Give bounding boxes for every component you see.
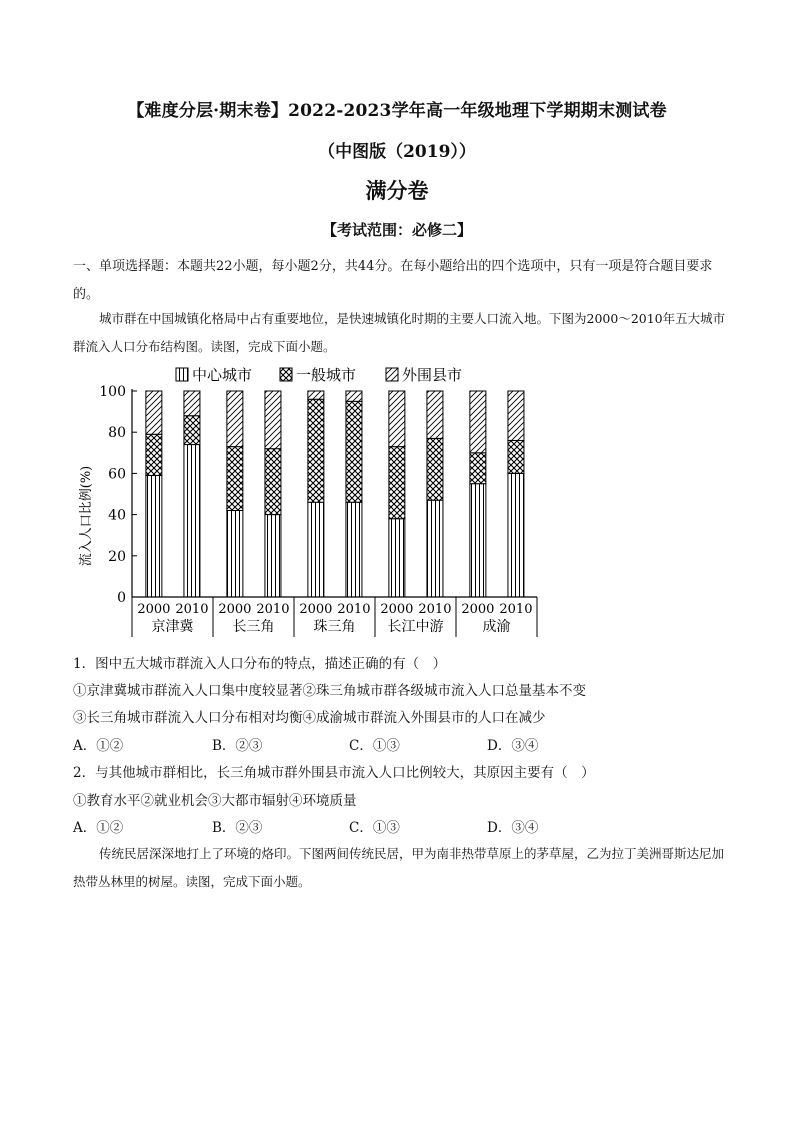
bar-珠三角-2010-一般城市 <box>346 401 362 502</box>
bar-长三角-2000-外围县市 <box>227 391 243 447</box>
bar-长江中游-2010-中心城市 <box>427 500 443 597</box>
population-chart <box>70 360 550 640</box>
x-tick-label-京津冀-2010: 2010 <box>175 602 209 617</box>
bar-珠三角-2000-中心城市 <box>308 502 324 597</box>
q1-option-a[interactable]: A．①② <box>73 738 124 754</box>
legend-swatch-0 <box>176 368 188 381</box>
group-label-成渝: 成渝 <box>482 619 511 635</box>
legend-swatch-2 <box>386 368 398 381</box>
q2-option-c[interactable]: C．①③ <box>349 820 400 836</box>
question-2-statements: ①教育水平②就业机会③大都市辐射④环境质量 <box>73 793 357 809</box>
x-tick-label-珠三角-2010: 2010 <box>337 602 371 617</box>
bar-长江中游-2000-外围县市 <box>389 391 405 447</box>
bar-成渝-2010-一般城市 <box>508 440 524 473</box>
x-tick-label-长江中游-2010: 2010 <box>418 602 452 617</box>
chart-legend <box>176 366 462 384</box>
bar-长江中游-2010-外围县市 <box>427 391 443 438</box>
bar-长三角-2010-外围县市 <box>265 391 281 449</box>
legend-label-1: 一般城市 <box>296 366 357 384</box>
x-axis <box>132 597 537 637</box>
question-1-statements-b: ③长三角城市群流入人口分布相对均衡④成渝城市群流入外围县市的人口在减少 <box>73 710 546 726</box>
y-tick-label-2: 40 <box>108 507 126 524</box>
exam-edition: （中图版（2019）） <box>318 142 476 162</box>
y-tick-label-5: 100 <box>99 384 126 400</box>
bar-京津冀-2010-外围县市 <box>184 391 200 416</box>
question-1-stem: 1．图中五大城市群流入人口分布的特点，描述正确的有（ ） <box>73 656 447 672</box>
x-tick-label-长三角-2010: 2010 <box>256 602 290 617</box>
bar-京津冀-2000-一般城市 <box>146 434 162 475</box>
x-tick-label-成渝-2000: 2000 <box>461 602 495 617</box>
bar-京津冀-2010-一般城市 <box>184 416 200 445</box>
intro-paragraph-1: 城市群在中国城镇化格局中占有重要地位，是快速城镇化时期的主要人口流入地。下图为2000～2010年五大城市群流入人口分布结构图。读图，完成下面小题。 <box>73 311 726 354</box>
bars <box>146 391 524 597</box>
question-1-options <box>73 734 633 754</box>
y-tick-label-4: 80 <box>108 425 126 442</box>
bar-珠三角-2010-中心城市 <box>346 502 362 597</box>
bar-长三角-2000-中心城市 <box>227 510 243 597</box>
legend-label-2: 外围县市 <box>402 366 463 384</box>
bar-长江中游-2000-中心城市 <box>389 519 405 597</box>
exam-level: 满分卷 <box>365 178 429 203</box>
bar-成渝-2000-一般城市 <box>470 453 486 484</box>
y-tick-label-1: 20 <box>108 548 126 565</box>
x-tick-label-长三角-2000: 2000 <box>218 602 252 617</box>
bar-成渝-2000-外围县市 <box>470 391 486 453</box>
bar-长江中游-2010-一般城市 <box>427 438 443 500</box>
group-label-长三角: 长三角 <box>232 619 275 635</box>
x-tick-label-长江中游-2000: 2000 <box>380 602 414 617</box>
group-label-京津冀: 京津冀 <box>151 619 194 635</box>
intro-paragraph-2: 传统民居深深地打上了环境的烙印。下图两间传统民居，甲为南非热带草原上的茅草屋，乙为拉丁美洲哥斯达尼加热带丛林里的树屋。读图，完成下面小题。 <box>73 846 725 889</box>
q1-option-b[interactable]: B．②③ <box>212 738 263 754</box>
x-tick-label-珠三角-2000: 2000 <box>299 602 333 617</box>
bar-成渝-2010-外围县市 <box>508 391 524 440</box>
q2-option-d[interactable]: D．③④ <box>487 820 539 836</box>
y-tick-label-0: 0 <box>117 590 126 606</box>
bar-长三角-2000-一般城市 <box>227 447 243 511</box>
bar-京津冀-2000-中心城市 <box>146 475 162 597</box>
y-tick-label-3: 60 <box>108 466 126 483</box>
bar-珠三角-2000-外围县市 <box>308 391 324 399</box>
y-axis <box>99 384 137 606</box>
legend-swatch-1 <box>280 368 292 381</box>
bar-珠三角-2000-一般城市 <box>308 399 324 502</box>
group-label-珠三角: 珠三角 <box>313 619 356 635</box>
bar-长三角-2010-一般城市 <box>265 449 281 515</box>
y-axis-label: 流入人口比例(%) <box>79 465 94 567</box>
bar-成渝-2010-中心城市 <box>508 473 524 597</box>
q1-option-d[interactable]: D．③④ <box>487 738 539 754</box>
exam-scope: 【考试范围：必修二】 <box>321 221 472 239</box>
bar-长三角-2010-中心城市 <box>265 515 281 597</box>
question-1-statements-a: ①京津冀城市群流入人口集中度较显著②珠三角城市群各级城市流入人口总量基本不变 <box>73 683 586 699</box>
bar-京津冀-2000-外围县市 <box>146 391 162 434</box>
exam-title: 【难度分层·期末卷】2022-2023学年高一年级地理下学期期末测试卷 <box>127 101 667 121</box>
section-heading: 一、单项选择题：本题共22小题，每小题2分，共44分。在每小题给出的四个选项中，只有一项是符合题目要求的。 <box>73 259 713 302</box>
x-tick-label-成渝-2010: 2010 <box>499 602 533 617</box>
bar-成渝-2000-中心城市 <box>470 484 486 597</box>
q2-option-b[interactable]: B．②③ <box>212 820 263 836</box>
question-2-stem: 2．与其他城市群相比，长三角城市群外围县市流入人口比例较大，其原因主要有（ ） <box>73 765 595 781</box>
group-label-长江中游: 长江中游 <box>387 619 444 635</box>
bar-珠三角-2010-外围县市 <box>346 391 362 401</box>
q1-option-c[interactable]: C．①③ <box>349 738 400 754</box>
x-tick-label-京津冀-2000: 2000 <box>137 602 171 617</box>
question-2-options <box>73 816 633 836</box>
legend-label-0: 中心城市 <box>192 366 253 384</box>
q2-option-a[interactable]: A．①② <box>73 820 124 836</box>
bar-长江中游-2000-一般城市 <box>389 447 405 519</box>
bar-京津冀-2010-中心城市 <box>184 445 200 597</box>
